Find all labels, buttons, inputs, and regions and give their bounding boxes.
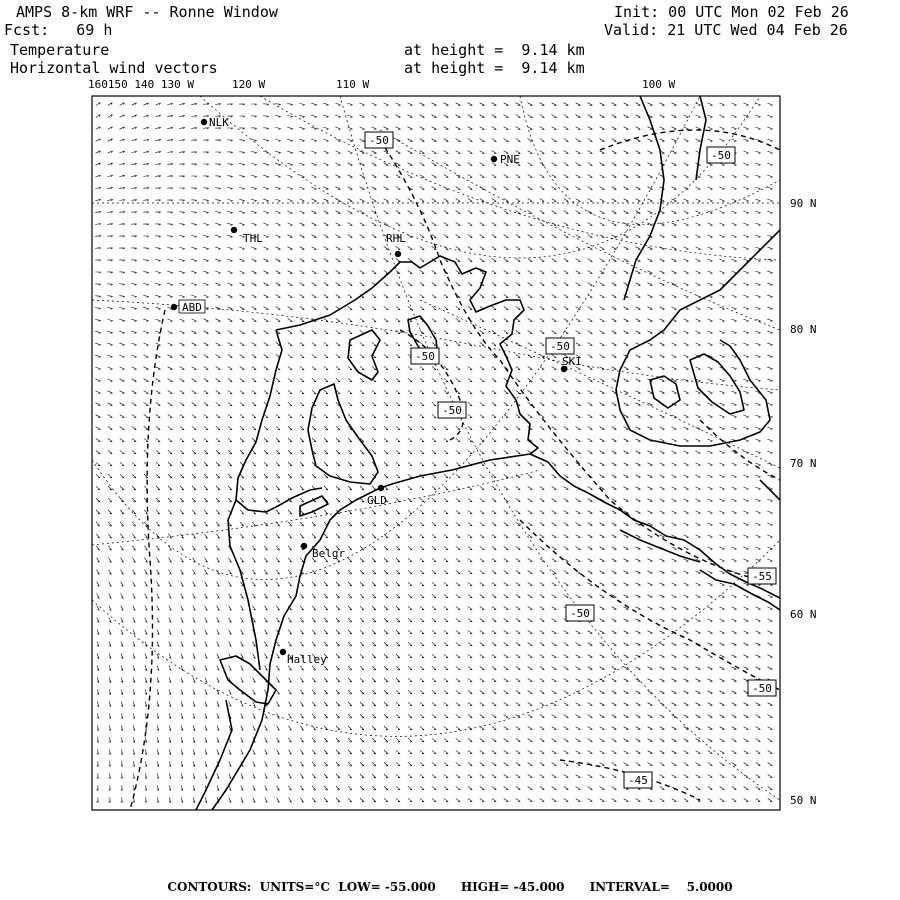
station-thl <box>231 227 263 245</box>
svg-text:-50: -50 <box>550 340 570 353</box>
valid-time: Valid: 21 UTC Wed 04 Feb 26 <box>604 21 848 39</box>
station-pne <box>491 153 520 166</box>
contour-label <box>438 402 466 418</box>
svg-text:PNE: PNE <box>500 153 520 166</box>
contour-label <box>546 338 574 354</box>
lat-label-70n: 70 N <box>790 457 817 470</box>
contour-label <box>748 680 776 696</box>
station-abd <box>171 300 205 314</box>
station-gld <box>367 485 387 507</box>
station-nlk <box>201 116 229 129</box>
lat-label-90n: 90 N <box>790 197 817 210</box>
contour-label <box>707 147 735 163</box>
lat-label-60n: 60 N <box>790 608 817 621</box>
svg-text:SKI: SKI <box>562 355 582 368</box>
svg-text:-50: -50 <box>442 404 462 417</box>
lat-label-80n: 80 N <box>790 323 817 336</box>
svg-text:-50: -50 <box>752 682 772 695</box>
contour-label <box>624 772 652 788</box>
station-markers <box>171 116 582 666</box>
svg-text:-50: -50 <box>415 350 435 363</box>
lon-label-100: 100 W <box>642 78 676 91</box>
wind-vector-field <box>95 102 772 802</box>
map-title: AMPS 8-km WRF -- Ronne Window <box>16 3 278 21</box>
latitude-labels <box>790 197 817 807</box>
contour-label <box>365 132 393 148</box>
height-temperature: at height = 9.14 km <box>404 41 585 59</box>
svg-text:ABD: ABD <box>182 301 202 314</box>
lat-label-50n: 50 N <box>790 794 817 807</box>
contour-label <box>748 568 776 584</box>
svg-text:NLK: NLK <box>209 116 229 129</box>
contour-label-group <box>365 132 776 788</box>
svg-text:-50: -50 <box>711 149 731 162</box>
svg-text:-50: -50 <box>369 134 389 147</box>
init-time: Init: 00 UTC Mon 02 Feb 26 <box>614 3 849 21</box>
svg-text:GLD: GLD <box>367 494 387 507</box>
lon-label-120: 120 W <box>232 78 266 91</box>
height-wind: at height = 9.14 km <box>404 59 585 77</box>
contour-label <box>566 605 594 621</box>
contour-label <box>411 348 439 364</box>
svg-text:-45: -45 <box>628 774 648 787</box>
field-temperature: Temperature <box>10 41 110 59</box>
station-rhl <box>386 232 406 257</box>
svg-text:-50: -50 <box>570 607 590 620</box>
wind-vector-arrows <box>95 102 772 802</box>
forecast-hour: Fcst: 69 h <box>4 21 113 39</box>
lon-label-110: 110 W <box>336 78 370 91</box>
svg-text:RHL: RHL <box>386 232 406 245</box>
svg-text:-55: -55 <box>752 570 772 583</box>
lon-label-160-130: 160150 140 130 W <box>88 78 194 91</box>
svg-text:THL: THL <box>243 232 263 245</box>
station-halley <box>280 649 327 666</box>
station-belgr <box>301 543 346 560</box>
svg-text:Belgr: Belgr <box>312 547 346 560</box>
contour-info-footer: CONTOURS: UNITS=°C LOW= -55.000 HIGH= -45.000 INTERVAL= 5.0000 <box>167 880 733 894</box>
svg-text:Halley: Halley <box>287 653 327 666</box>
field-wind-vectors: Horizontal wind vectors <box>10 59 218 77</box>
